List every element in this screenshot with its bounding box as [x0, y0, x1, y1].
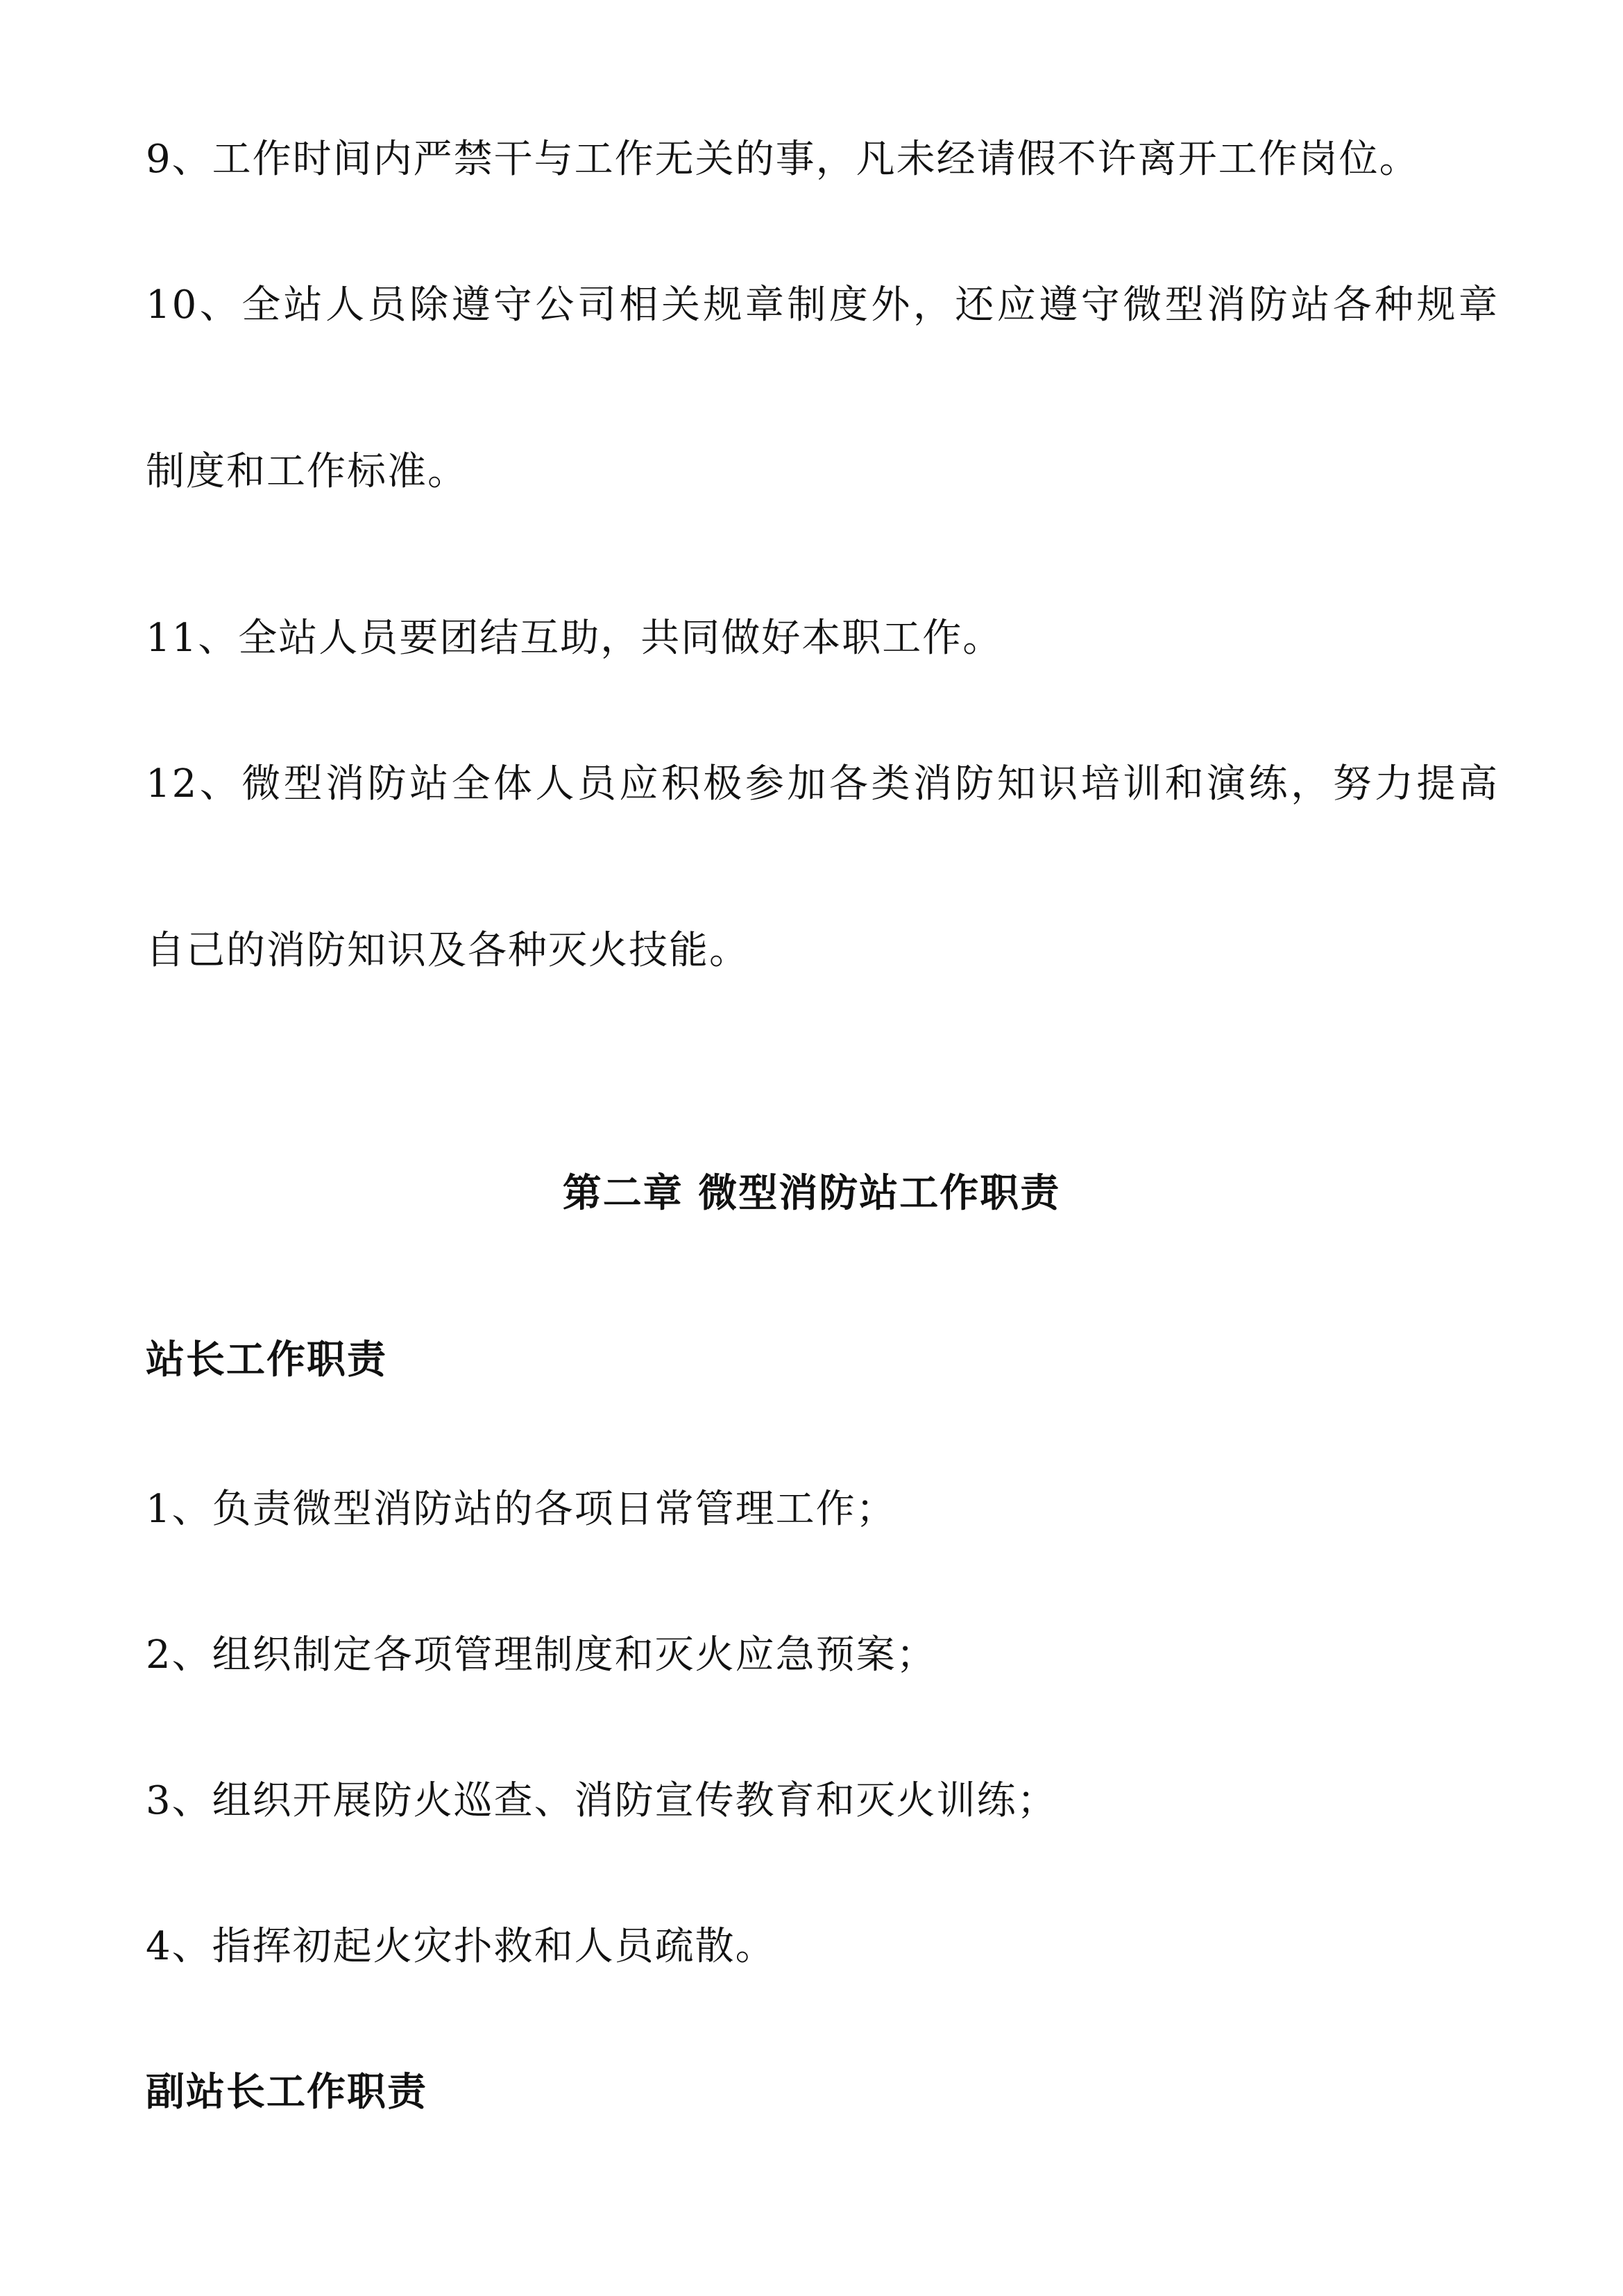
duty-item: 1、负责微型消防站的各项日常管理工作；: [146, 1487, 897, 1532]
rule-item-11: 11、全站人员要团结互助，共同做好本职工作。: [146, 616, 1003, 661]
rule-item-12-line-2: 自己的消防知识及各种灭火技能。: [146, 928, 749, 973]
chapter-title: 第二章 微型消防站工作职责: [562, 1171, 1061, 1216]
rule-item-10-line-2: 制度和工作标准。: [146, 449, 468, 494]
duty-item: 3、组织开展防火巡查、消防宣传教育和灭火训练；: [146, 1778, 1057, 1823]
rule-item-10-line-1: 10、全站人员除遵守公司相关规章制度外，还应遵守微型消防站各种规章: [146, 282, 1499, 328]
duty-item: 2、组织制定各项管理制度和灭火应急预案；: [146, 1632, 937, 1678]
section-heading-deputy-station-master: 副站长工作职责: [146, 2070, 427, 2115]
rule-item-12-line-1: 12、微型消防站全体人员应积极参加各类消防知识培训和演练，努力提高: [146, 761, 1499, 807]
section-heading-station-master: 站长工作职责: [146, 1337, 387, 1383]
duty-item: 4、指挥初起火灾扑救和人员疏散。: [146, 1924, 776, 1969]
rule-item-9: 9、工作时间内严禁干与工作无关的事，凡未经请假不许离开工作岗位。: [146, 137, 1420, 182]
